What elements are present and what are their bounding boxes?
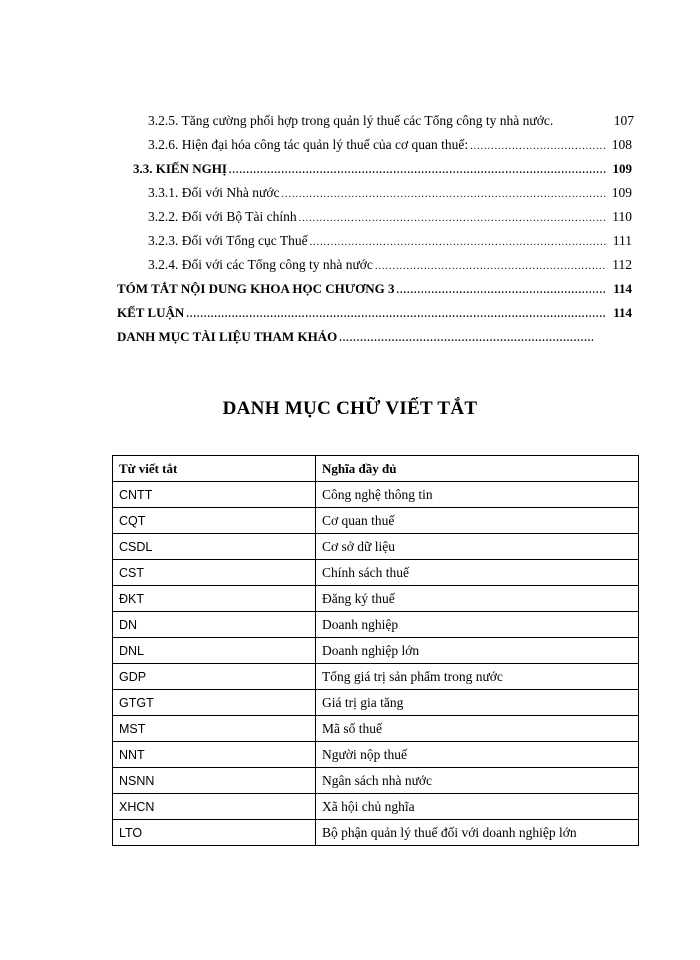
table-row [113,794,639,820]
toc-entry-page: 109 [611,185,632,200]
toc-entry-text: DANH MỤC TÀI LIỆU THAM KHẢO [117,329,338,344]
table-row [113,482,639,508]
table-row [113,638,639,664]
toc-entry-text: 3.2.6. Hiện đại hóa công tác quản lý thuế của cơ quan thuế: [148,137,469,152]
meaning-cell: Mã số thuế [316,716,639,742]
abbr-cell: NNT [113,742,316,768]
toc-entry-page: 108 [611,137,632,152]
meaning-cell: Chính sách thuế [316,560,639,586]
meaning-cell: Người nộp thuế [316,742,639,768]
abbr-cell: CQT [113,508,316,534]
toc-entry-text: 3.3. KIẾN NGHỊ [133,161,227,176]
abbr-cell: NSNN [113,768,316,794]
toc-entry [133,161,632,181]
abbr-cell: CNTT [113,482,316,508]
toc-entry [117,329,619,349]
abbr-cell: ĐKT [113,586,316,612]
toc-entry [117,305,632,325]
toc-leader [299,213,606,224]
meaning-cell: Doanh nghiệp lớn [316,638,639,664]
table-row [113,612,639,638]
table-row [113,768,639,794]
abbr-cell: GTGT [113,690,316,716]
abbr-cell: DNL [113,638,316,664]
abbr-cell: XHCN [113,794,316,820]
abbr-cell: DN [113,612,316,638]
toc-entry-text: 3.2.5. Tăng cường phối hợp trong quản lý thuế các Tổng công ty nhà nước. [148,113,554,128]
toc-entry-text: 3.2.3. Đối với Tổng cục Thuế [148,233,308,248]
abbreviations-title: DANH MỤC CHỮ VIẾT TẮT [222,398,478,419]
meaning-cell: Đăng ký thuế [316,586,639,612]
toc-leader [229,165,606,176]
table-row [113,560,639,586]
toc-entry [148,137,632,157]
toc-entry-page: 109 [612,161,632,176]
toc-entry-text: KẾT LUẬN [117,305,185,320]
abbr-cell: CST [113,560,316,586]
meaning-cell: Bộ phận quản lý thuế đối với doanh nghiệp lớn [316,820,639,846]
meaning-cell: Ngân sách nhà nước [316,768,639,794]
meaning-cell: Công nghệ thông tin [316,482,639,508]
table-row [113,508,639,534]
table-row [113,742,639,768]
table-row [113,534,639,560]
toc-entry [117,281,632,301]
toc-entry-page: 114 [613,305,632,320]
table-row [113,664,639,690]
toc-entry-page: 114 [613,281,632,296]
toc-entry-text: 3.3.1. Đối với Nhà nước [148,185,280,200]
toc-leader [310,237,606,248]
toc-entry [148,257,632,277]
meaning-cell: Xã hội chủ nghĩa [316,794,639,820]
toc-entry-page: 107 [613,113,634,128]
toc-entry-text: 3.2.4. Đối với các Tổng công ty nhà nước [148,257,373,272]
abbr-cell: MST [113,716,316,742]
table-header-row [113,456,639,482]
toc-entry-text: TÓM TẮT NỘI DUNG KHOA HỌC CHƯƠNG 3 [117,281,395,296]
header-abbreviation: Từ viết tắt [113,456,316,482]
toc-leader [470,141,606,152]
toc-leader [339,333,593,344]
toc-leader [281,189,606,200]
toc-entry-page: 112 [612,257,632,272]
toc-entry-page: 110 [612,209,632,224]
toc-leader [396,285,606,296]
abbr-cell: CSDL [113,534,316,560]
toc-entry-page: 111 [612,233,632,248]
table-row [113,820,639,846]
toc-entry-text: 3.2.2. Đối với Bộ Tài chính [148,209,297,224]
toc-leader [375,261,606,272]
toc-entry [148,113,634,133]
abbr-cell: GDP [113,664,316,690]
abbreviations-table [112,455,639,846]
table-row [113,690,639,716]
toc-entry [148,185,632,205]
toc-entry [148,209,632,229]
meaning-cell: Doanh nghiệp [316,612,639,638]
table-row [113,586,639,612]
meaning-cell: Cơ sở dữ liệu [316,534,639,560]
header-meaning: Nghĩa đầy đủ [316,456,639,482]
toc-leader [186,309,606,320]
table-row [113,716,639,742]
meaning-cell: Tổng giá trị sản phẩm trong nước [316,664,639,690]
meaning-cell: Giá trị gia tăng [316,690,639,716]
meaning-cell: Cơ quan thuế [316,508,639,534]
abbr-cell: LTO [113,820,316,846]
toc-entry [148,233,632,253]
